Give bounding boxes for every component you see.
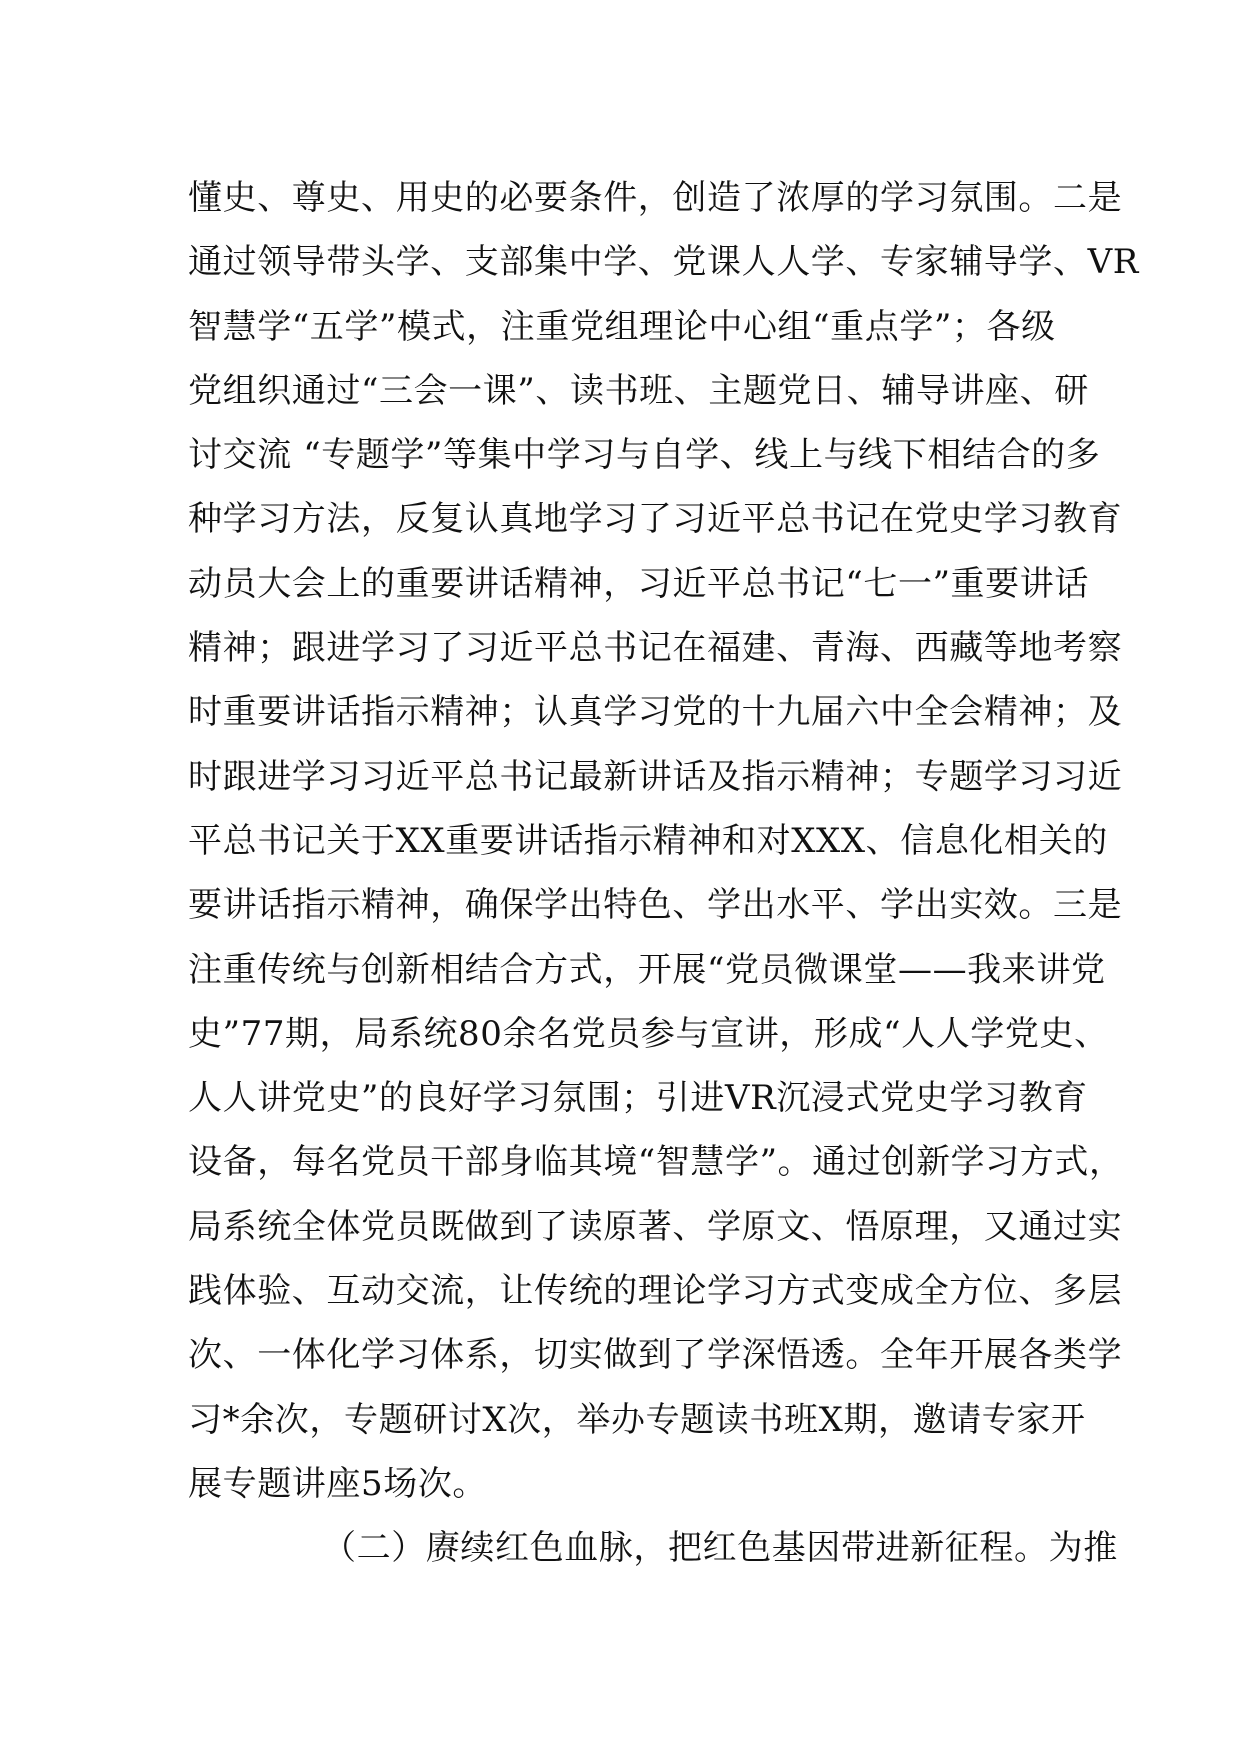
text-line: 时跟进学习习近平总书记最新讲话及指示精神；专题学习习近 [188,756,1123,797]
text-line: 种学习方法，反复认真地学习了习近平总书记在党史学习教育 [188,499,1123,540]
text-line: 精神；跟进学习了习近平总书记在福建、青海、西藏等地考察 [188,628,1123,669]
text-line: 动员大会上的重要讲话精神，习近平总书记“七一”重要讲话 [188,563,1089,604]
text-line: 懂史、尊史、用史的必要条件，创造了浓厚的学习氛围。二是 [188,178,1123,218]
text-line: 人人讲党史”的良好学习氛围；引进VR沉浸式党史学习教育 [188,1078,1088,1119]
text-line: 党组织通过“三会一课”、读书班、主题党日、辅导讲座、研 [188,370,1089,411]
text-line: 史”77期，局系统80余名党员参与宣讲，形成“人人学党史、 [188,1013,1109,1054]
text-line: 局系统全体党员既做到了读原著、学原文、悟原理，又通过实 [188,1206,1123,1247]
text-line: 注重传统与创新相结合方式，开展“党员微课堂——我来讲党 [188,949,1106,990]
body-text [188,166,1139,1581]
text-line: 智慧学“五学”模式，注重党组理论中心组“重点学”；各级 [188,306,1056,347]
text-line: 次、一体化学习体系，切实做到了学深悟透。全年开展各类学 [188,1335,1123,1376]
text-line: 践体验、互动交流，让传统的理论学习方式变成全方位、多层 [188,1271,1123,1312]
text-line: 要讲话指示精神，确保学出特色、学出水平、学出实效。三是 [188,885,1123,926]
text-line: 讨交流 “专题学”等集中学习与自学、线上与线下相结合的多 [188,435,1101,476]
text-line: 展专题讲座5场次。 [188,1463,488,1504]
text-line: 通过领导带头学、支部集中学、党课人人学、专家辅导学、VR [188,242,1139,283]
text-line: 设备，每名党员干部身临其境“智慧学”。通过创新学习方式， [188,1142,1124,1183]
section-heading-line: （二）赓续红色血脉，把红色基因带进新征程。为推 [322,1528,1118,1569]
text-line: 时重要讲话指示精神；认真学习党的十九届六中全会精神；及 [188,692,1123,733]
text-line: 平总书记关于XX重要讲话指示精神和对XXX、信息化相关的 [188,820,1108,861]
text-line: 习*余次，专题研讨X次，举办专题读书班X期，邀请专家开 [188,1399,1086,1440]
